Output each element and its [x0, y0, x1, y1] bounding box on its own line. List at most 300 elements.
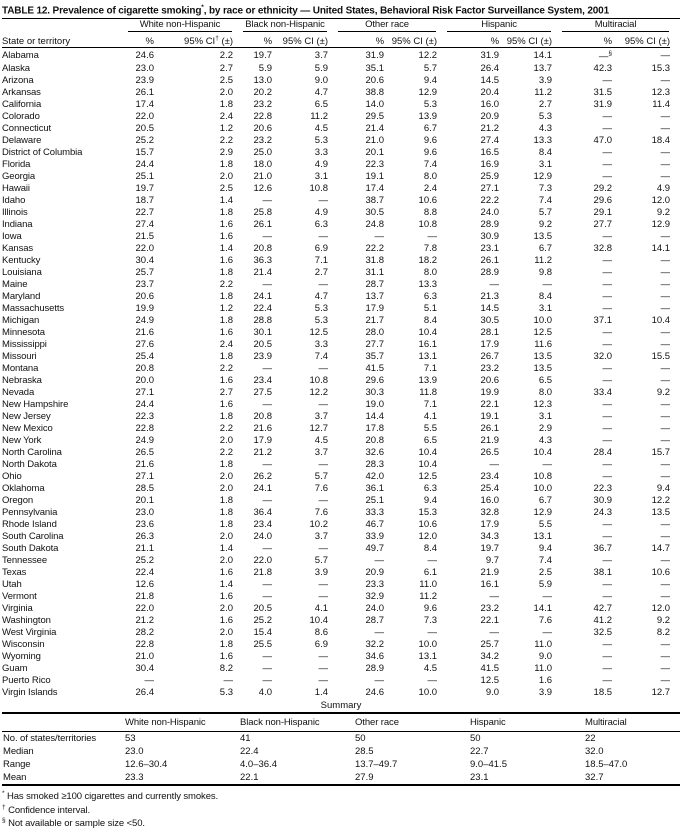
percent-value: 41.5: [365, 363, 385, 375]
ci-value: 5.3: [423, 99, 438, 111]
percent-value: 28.4: [593, 447, 613, 459]
percent-value: 32.5: [593, 627, 613, 639]
percent-value: 19.7: [480, 543, 500, 555]
ci-value: 7.3: [538, 183, 553, 195]
group-header-black-non-hispanic: [233, 19, 328, 32]
summary-value: 50: [355, 733, 366, 745]
percent-value: —: [489, 627, 500, 639]
percent-value: 34.6: [365, 651, 385, 663]
ci-value: 3.7: [314, 531, 329, 543]
percent-value: —: [602, 327, 613, 339]
ci-value: —: [660, 531, 671, 543]
ci-value: 3.9: [314, 567, 329, 579]
percent-value: 30.9: [480, 231, 500, 243]
group-header-multiracial: [552, 19, 670, 32]
ci-value: 12.3: [651, 87, 671, 99]
ci-value: 3.3: [314, 339, 329, 351]
ci-value: 13.1: [533, 531, 553, 543]
percent-value: 13.0: [253, 75, 273, 87]
table-row: [2, 171, 670, 183]
summary-value: 32.0: [585, 746, 604, 758]
percent-value: 22.1: [480, 615, 500, 627]
state-name: Wyoming: [2, 651, 41, 663]
ci-value: 2.5: [538, 567, 553, 579]
percent-value: 21.2: [135, 615, 154, 627]
percent-value: 18.7: [135, 195, 154, 207]
ci-value: —: [660, 663, 671, 675]
summary-row-label: Mean: [3, 772, 27, 784]
percent-value: —: [262, 663, 273, 675]
ci-value: 8.4: [423, 543, 438, 555]
footnote-smoked: [2, 789, 680, 802]
percent-value: —: [374, 231, 385, 243]
state-name: Alabama: [2, 49, 39, 61]
percent-value: —: [602, 411, 613, 423]
ci-value: 14.1: [533, 603, 553, 615]
table-row: [2, 423, 670, 435]
ci-value: 10.6: [651, 567, 671, 579]
table-row: [2, 207, 670, 219]
group-header-white-non-hispanic: [126, 19, 233, 32]
ci-value: 7.4: [538, 555, 553, 567]
ci-value: —: [427, 675, 438, 687]
percent-value: 31.5: [593, 87, 613, 99]
percent-value: 30.4: [135, 663, 154, 675]
ci-value: 2.0: [219, 555, 234, 567]
ci-value: 11.2: [534, 87, 553, 99]
percent-value: 22.0: [135, 111, 154, 123]
ci-value: 9.2: [656, 615, 671, 627]
table-row: [2, 519, 670, 531]
state-name: New Jersey: [2, 411, 51, 423]
ci-value: —: [660, 399, 671, 411]
percent-value: 32.2: [365, 639, 385, 651]
percent-value: 34.2: [480, 651, 500, 663]
state-name: Maine: [2, 279, 28, 291]
ci-value: 6.3: [423, 483, 438, 495]
table-row: [2, 627, 670, 639]
percent-value: 28.9: [365, 663, 385, 675]
state-name: Colorado: [2, 111, 40, 123]
ci-value: 2.4: [219, 111, 234, 123]
percent-value: 26.4: [480, 63, 500, 75]
state-name: West Virginia: [2, 627, 57, 639]
table-row: [2, 183, 670, 195]
state-column-spacer: [2, 19, 126, 32]
percent-value: 22.4: [135, 567, 154, 579]
ci-value: 8.2: [219, 663, 234, 675]
ci-value: 7.6: [314, 507, 329, 519]
ci-value: 8.0: [538, 387, 553, 399]
ci-value: 1.8: [219, 291, 234, 303]
ci-value: 8.0: [423, 267, 438, 279]
group-header-label: Hispanic: [447, 19, 551, 32]
ci-value: 6.5: [538, 375, 553, 387]
percent-value: 16.5: [480, 147, 500, 159]
percent-value: 19.1: [480, 411, 500, 423]
percent-value: 23.0: [135, 63, 154, 75]
percent-value: 28.9: [480, 267, 500, 279]
percent-value: 21.2: [253, 447, 273, 459]
percent-value: 32.8: [480, 507, 500, 519]
group-header-label: Multiracial: [562, 19, 669, 32]
percent-value: 33.9: [365, 531, 385, 543]
ci-value: —: [660, 471, 671, 483]
percent-value: 27.5: [253, 387, 273, 399]
percent-value: —: [602, 651, 613, 663]
summary-value: 28.5: [355, 746, 374, 758]
percent-value: 35.1: [365, 63, 385, 75]
percent-value: 42.3: [593, 63, 613, 75]
ci-value: 5.1: [423, 303, 438, 315]
ci-value: —: [660, 423, 671, 435]
ci-value: 13.9: [418, 375, 438, 387]
percent-value: 16.9: [480, 159, 500, 171]
ci-value: —: [660, 555, 671, 567]
ci-value: 13.3: [533, 135, 553, 147]
ci-value: 2.0: [219, 627, 234, 639]
table-row: [2, 603, 670, 615]
table-row: [2, 87, 670, 99]
percent-column-header: %: [126, 32, 154, 48]
ci-value: 11.6: [534, 339, 553, 351]
table-row: [2, 135, 670, 147]
percent-value: 26.5: [135, 447, 154, 459]
ci-value: 9.2: [656, 207, 671, 219]
ci-value: 5.5: [538, 519, 553, 531]
percent-value: 30.1: [253, 327, 273, 339]
ci-value: 11.4: [652, 99, 671, 111]
summary-row-label: Range: [3, 759, 31, 771]
percent-value: —§: [598, 50, 613, 63]
ci-value: —: [318, 495, 329, 507]
percent-value: 30.5: [365, 207, 385, 219]
percent-value: 23.2: [480, 603, 500, 615]
percent-value: 20.8: [253, 243, 273, 255]
state-name: North Carolina: [2, 447, 62, 459]
ci-value: —: [660, 291, 671, 303]
percent-value: —: [602, 123, 613, 135]
percent-value: —: [602, 471, 613, 483]
ci-value: 2.9: [219, 147, 234, 159]
ci-value: 2.7: [538, 99, 553, 111]
percent-value: 24.8: [365, 219, 385, 231]
table-row: [2, 459, 670, 471]
summary-group-header: White non-Hispanic: [125, 713, 240, 732]
table-row: [2, 579, 670, 591]
ci-value: 4.9: [656, 183, 671, 195]
ci-value: 6.5: [423, 435, 438, 447]
ci-value: 5.3: [314, 315, 329, 327]
summary-value: 50: [470, 733, 481, 745]
percent-value: —: [602, 399, 613, 411]
table-row: [2, 255, 670, 267]
percent-value: 36.1: [365, 483, 385, 495]
summary-value: 23.3: [125, 772, 144, 784]
ci-value: 16.1: [418, 339, 438, 351]
ci-value: 9.0: [314, 75, 329, 87]
summary-group-header: Black non-Hispanic: [240, 713, 355, 732]
percent-value: —: [262, 459, 273, 471]
ci-value: 6.7: [423, 123, 438, 135]
ci-value: 1.4: [314, 687, 329, 699]
ci-value: 11.0: [534, 663, 553, 675]
ci-value: 10.4: [651, 315, 671, 327]
percent-value: 32.0: [593, 351, 613, 363]
ci-value: 1.8: [219, 351, 234, 363]
ci-value: —: [660, 49, 671, 61]
percent-value: —: [602, 435, 613, 447]
percent-value: 18.5: [593, 687, 613, 699]
ci-value: 2.7: [219, 387, 234, 399]
percent-value: 20.8: [253, 411, 273, 423]
ci-value: 13.7: [533, 63, 553, 75]
percent-value: —: [262, 675, 273, 687]
percent-value: 28.5: [135, 483, 154, 495]
percent-value: 29.1: [593, 207, 613, 219]
table-row: [2, 315, 670, 327]
percent-value: 37.1: [593, 315, 613, 327]
percent-value: 27.1: [480, 183, 500, 195]
ci-value: 2.2: [219, 49, 234, 61]
ci-value: 3.1: [538, 159, 553, 171]
ci-value: 15.3: [418, 507, 438, 519]
ci-value: 12.0: [418, 531, 438, 543]
percent-value: —: [262, 579, 273, 591]
ci-value: 10.4: [309, 615, 329, 627]
percent-value: 23.6: [135, 519, 154, 531]
percent-value: —: [374, 627, 385, 639]
percent-value: 27.4: [135, 219, 154, 231]
percent-value: 21.0: [253, 171, 273, 183]
ci-value: 3.3: [314, 147, 329, 159]
percent-value: 38.8: [365, 87, 385, 99]
state-name: Idaho: [2, 195, 26, 207]
percent-value: 29.5: [365, 111, 385, 123]
percent-value: 4.0: [258, 687, 273, 699]
state-name: Washington: [2, 615, 51, 627]
summary-value: 4.0–36.4: [240, 759, 277, 771]
ci-value: 1.8: [219, 267, 234, 279]
ci-value: 4.5: [314, 435, 329, 447]
percent-value: 27.1: [135, 471, 154, 483]
ci-value: 1.8: [219, 99, 234, 111]
percent-value: 28.9: [480, 219, 500, 231]
state-name: New York: [2, 435, 42, 447]
ci-value: —: [318, 195, 329, 207]
percent-value: 15.7: [135, 147, 154, 159]
ci-value: 6.9: [314, 639, 329, 651]
ci-value: 5.3: [538, 111, 553, 123]
ci-value: 13.9: [418, 111, 438, 123]
ci-value: 12.5: [309, 327, 329, 339]
percent-value: 25.4: [480, 483, 500, 495]
ci-value: 12.7: [309, 423, 329, 435]
percent-value: —: [489, 459, 500, 471]
ci-value: 6.3: [423, 291, 438, 303]
percent-value: 36.3: [253, 255, 273, 267]
table-row: [2, 111, 670, 123]
summary-header-row: [2, 713, 680, 732]
percent-value: 41.5: [480, 663, 500, 675]
percent-value: 16.0: [480, 495, 500, 507]
table-row: [2, 483, 670, 495]
ci-footnote-marker: †: [215, 35, 219, 43]
ci-value: —: [318, 399, 329, 411]
ci-value: 11.8: [419, 387, 438, 399]
percent-value: 29.6: [593, 195, 613, 207]
table-row: [2, 687, 670, 699]
percent-value: 21.4: [365, 123, 385, 135]
percent-value: 15.4: [253, 627, 273, 639]
percent-value: —: [602, 339, 613, 351]
state-name: Ohio: [2, 471, 22, 483]
percent-value: —: [602, 171, 613, 183]
percent-value: 25.5: [253, 639, 273, 651]
percent-value: 20.1: [365, 147, 385, 159]
summary-group-header: Hispanic: [470, 713, 585, 732]
ci-value: 1.6: [219, 591, 234, 603]
ci-value: 2.9: [538, 423, 553, 435]
ci-column-header: 95% CI (±): [384, 32, 437, 48]
table-row: [2, 75, 670, 87]
percent-value: —: [602, 591, 613, 603]
ci-value: 10.0: [418, 639, 438, 651]
ci-value: 6.9: [314, 243, 329, 255]
percent-value: 20.5: [253, 603, 273, 615]
ci-value: —: [542, 459, 553, 471]
ci-value: 9.4: [656, 483, 671, 495]
group-header-label: White non-Hispanic: [128, 19, 232, 32]
ci-value: 1.8: [219, 495, 234, 507]
ci-column-header: 95% CI (±): [499, 32, 552, 48]
percent-value: 17.8: [365, 423, 385, 435]
ci-value: 12.2: [418, 49, 438, 61]
percent-value: 24.9: [135, 315, 154, 327]
ci-value: —: [660, 255, 671, 267]
percent-value: 35.7: [365, 351, 385, 363]
percent-value: 20.9: [480, 111, 500, 123]
percent-column-header: %: [328, 32, 384, 48]
state-name: Utah: [2, 579, 22, 591]
table-row: [2, 567, 670, 579]
percent-value: —: [602, 423, 613, 435]
ci-value: 1.6: [219, 567, 234, 579]
ci-value: 10.8: [309, 183, 329, 195]
ci-value: 5.7: [314, 471, 329, 483]
ci-value: 1.4: [219, 543, 234, 555]
ci-value: —: [660, 411, 671, 423]
percent-value: 30.3: [365, 387, 385, 399]
percent-value: 5.9: [258, 63, 273, 75]
percent-value: 28.1: [480, 327, 500, 339]
percent-value: 21.6: [135, 459, 154, 471]
percent-value: 31.9: [480, 49, 500, 61]
ci-value: 5.5: [423, 423, 438, 435]
ci-value: 1.8: [219, 315, 234, 327]
ci-value: 1.8: [219, 519, 234, 531]
percent-value: 31.9: [365, 49, 385, 61]
footnotes: [2, 786, 680, 828]
ci-value: 7.1: [423, 399, 438, 411]
ci-value: 7.6: [538, 615, 553, 627]
ci-value: 13.5: [533, 351, 553, 363]
percent-value: 19.7: [135, 183, 154, 195]
ci-value: 10.4: [418, 447, 438, 459]
percent-value: 25.2: [135, 135, 154, 147]
table-row: [2, 543, 670, 555]
ci-value: 7.4: [314, 351, 329, 363]
percent-value: 26.1: [135, 87, 154, 99]
percent-value: 30.4: [135, 255, 154, 267]
percent-value: 33.3: [365, 507, 385, 519]
percent-value: 16.1: [480, 579, 500, 591]
percent-value: 23.2: [253, 99, 273, 111]
percent-value: —: [262, 495, 273, 507]
ci-value: 2.4: [219, 339, 234, 351]
ci-value: 6.1: [423, 567, 438, 579]
summary-value: 22.4: [240, 746, 259, 758]
percent-value: 31.8: [365, 255, 385, 267]
percent-value: —: [262, 231, 273, 243]
ci-value: 3.1: [314, 171, 329, 183]
ci-value: —: [318, 579, 329, 591]
percent-value: 22.0: [135, 243, 154, 255]
percent-value: —: [262, 279, 273, 291]
percent-value: 23.2: [480, 363, 500, 375]
ci-value: 8.4: [538, 291, 553, 303]
summary-row-label: No. of states/territories: [3, 733, 97, 745]
percent-value: 29.2: [593, 183, 613, 195]
state-name: Nebraska: [2, 375, 42, 387]
percent-value: 17.4: [365, 183, 385, 195]
ci-value: 15.5: [651, 351, 671, 363]
percent-column-header: %: [552, 32, 612, 48]
ci-value: 11.0: [534, 639, 553, 651]
percent-value: 22.0: [135, 603, 154, 615]
percent-value: 21.6: [135, 327, 154, 339]
ci-value: —: [427, 555, 438, 567]
ci-value: 3.7: [314, 411, 329, 423]
ci-value: 5.7: [423, 63, 438, 75]
percent-value: 26.7: [480, 351, 500, 363]
percent-value: 30.9: [593, 495, 613, 507]
state-name: Minnesota: [2, 327, 45, 339]
ci-value: 5.9: [314, 63, 329, 75]
ci-value: 9.6: [423, 603, 438, 615]
ci-value: 1.6: [219, 327, 234, 339]
ci-value: 10.4: [418, 459, 438, 471]
state-name: Texas: [2, 567, 27, 579]
state-name: Arkansas: [2, 87, 41, 99]
percent-value: 22.0: [253, 555, 273, 567]
ci-value: —: [318, 591, 329, 603]
ci-value: —: [318, 675, 329, 687]
ci-value: 1.8: [219, 159, 234, 171]
state-name: North Dakota: [2, 459, 57, 471]
ci-value: 2.2: [219, 363, 234, 375]
percent-value: 20.1: [135, 495, 154, 507]
percent-value: 27.4: [480, 135, 500, 147]
state-name: South Dakota: [2, 543, 59, 555]
percent-value: 24.3: [593, 507, 613, 519]
percent-value: 21.1: [135, 543, 154, 555]
percent-value: —: [602, 255, 613, 267]
ci-value: 1.6: [219, 375, 234, 387]
summary-row: [2, 732, 680, 746]
ci-value: 4.7: [314, 87, 329, 99]
footnote-na: [2, 816, 680, 829]
